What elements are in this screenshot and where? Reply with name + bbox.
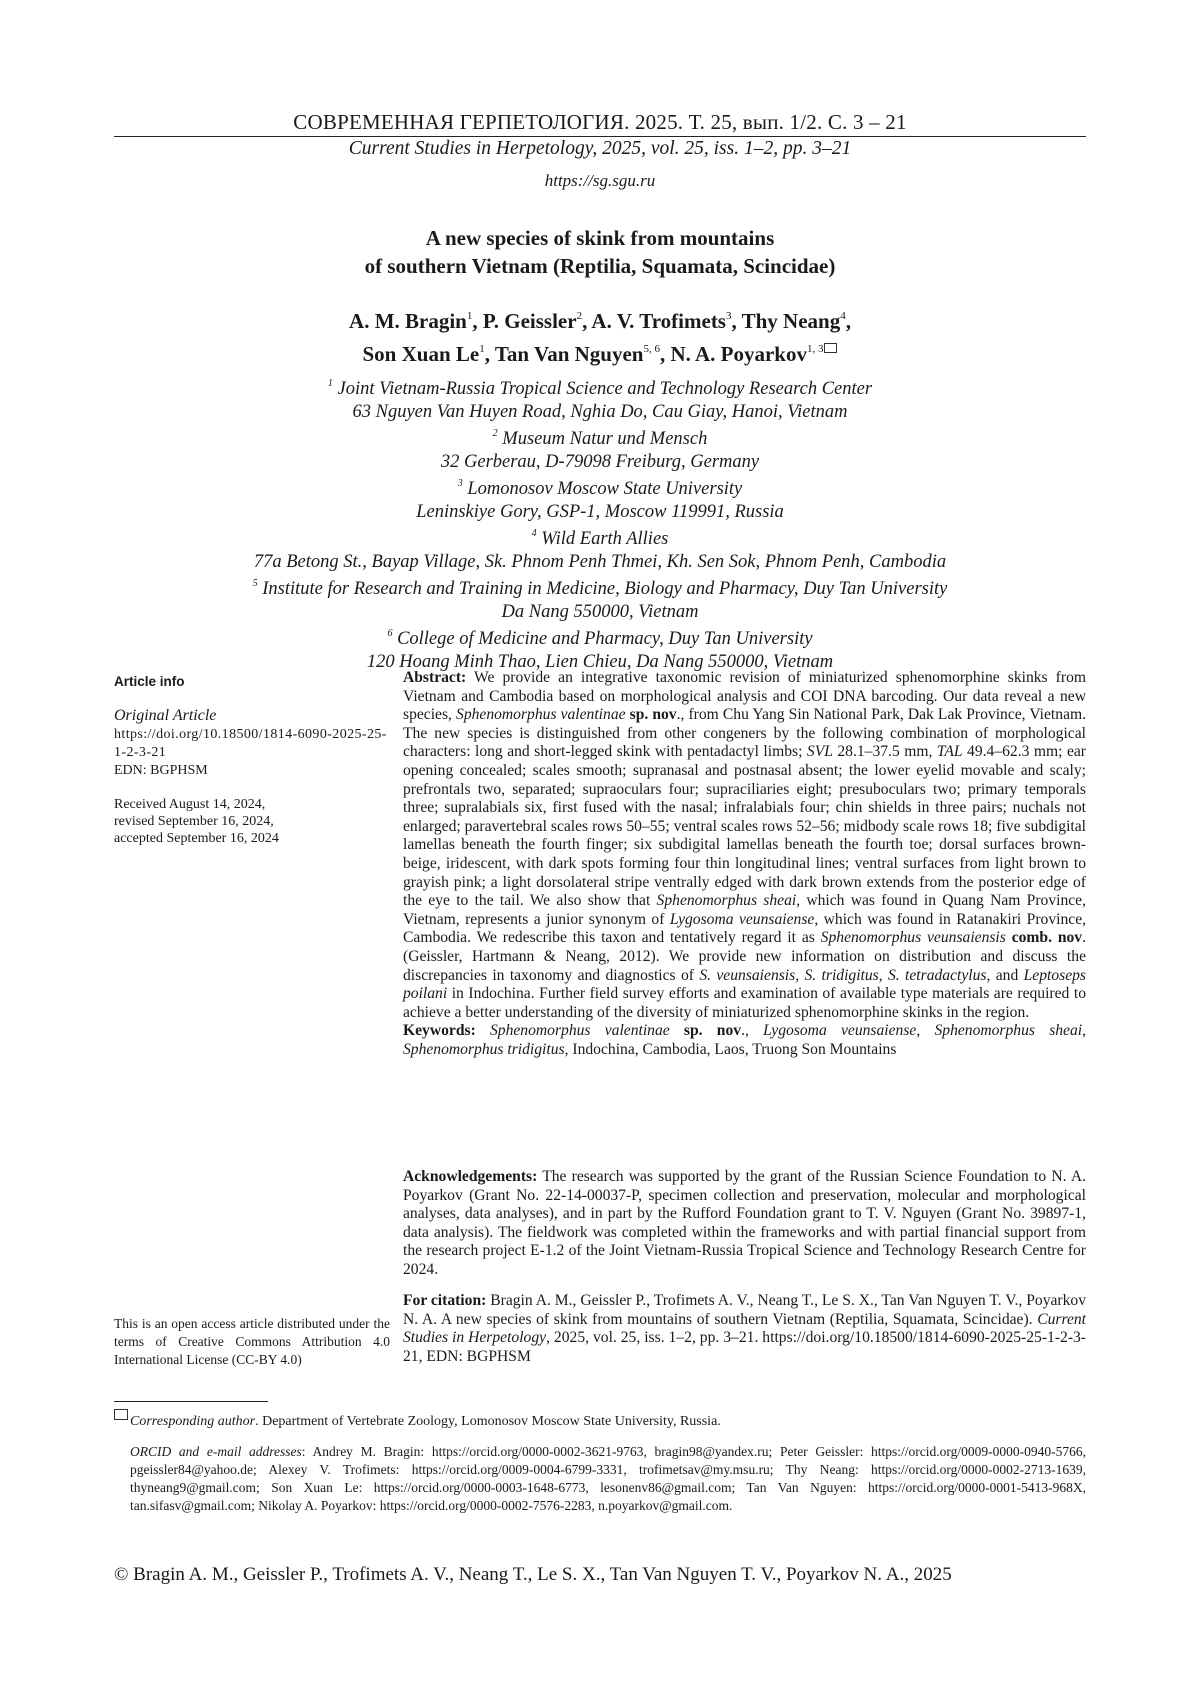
abstract-text: We provide an integrative taxonomic revision of miniaturized sphenomorphine skinks from Vietnam and Cambodia based on morphological analysis and COI DNA barcoding. Our data reveal a new species, [403,669,1086,724]
revised-date: revised September 16, 2024, [114,814,274,829]
comb-nov: comb. nov [1005,929,1083,947]
acknowledgements-text: The research was supported by the grant of the Russian Science Foundation to N. A. Poyarkov (Grant No. 22-14-00037-P, specimen collection and preservation, molecular and morphological analyses, data analyses), and in part by the Rufford Foundation grant to T. V. Nguyen (Grant No. 39897-1, data analysis). The fieldwork was completed within the frameworks and with partial financial support from the research project E-1.2 of the Joint Vietnam-Russia Tropical Science and Technology Research Centre for 2024. [403,1168,1086,1278]
affiliation-line [0,501,1200,524]
affil-text: 32 Gerberau, D-79098 Freiburg, Germany [440,451,760,472]
corresponding-text: . Department of Vertebrate Zoology, Lomonosov Moscow State University, Russia. [255,1414,721,1429]
abstract-text: 49.4–62.3 mm; ear opening concealed; scales smooth; supranasal and postnasal absent; the lower eyelid movable and scaly; prefrontals two, separated; supraoculars four; supraciliaries eight; presuboculars two; primary temporals three; supralabials six, first fused with the nasal; infralabials four; chin shields in three pairs; nuchals not enlarged; paravertebral scales rows 50–55; ventral scales rows 52–56; midbody scale rows 18; five subdigital lamellas beneath the fourth finger; six subdigital lamellas beneath the fourth toe; dorsal surfaces brown-beige, iridescent, with dark spots forming four thin longitudinal lines; ventral surfaces from light brown to grayish pink; a light dorsolateral stripe ventrally edged with dark brown extends from the posterior edge of the eye to the tail. We also show that [403,743,1087,910]
abbrev-svl: SVL [806,743,833,761]
author-name: A. V. Trofimets [591,309,726,333]
authors-line-2 [0,335,1200,368]
affiliation-line [0,573,1200,601]
keyword: Sphenomorphus valentinae [490,1022,670,1040]
journal-header-ru: СОВРЕМЕННАЯ ГЕРПЕТОЛОГИЯ. 2025. Т. 25, вып. 1/2. С. 3 – 21 [293,110,907,134]
keyword: Sphenomorphus sheai [934,1022,1083,1040]
abstract-text: 28.1–37.5 mm, [832,743,937,761]
species-name: Lygosoma veunsaiense [669,910,815,928]
sp-nov: sp. nov [625,706,677,724]
article-doi-link[interactable]: https://doi.org/10.18500/1814-6090-2025-25-1-2-3-21 [114,727,387,760]
species-name: S. tridigitus [804,966,879,984]
affil-text: Museum Natur und Mensch [502,429,708,449]
author-affil: 3 [725,310,732,322]
author-affil: 1, 3 [806,343,824,355]
affil-number: 3 [457,478,463,489]
affiliation-line [0,473,1200,501]
keyword-rest: , Indochina, Cambodia, Laos, Truong Son Mountains [564,1040,897,1058]
header-rule [114,136,1086,137]
author-name: N. A. Poyarkov [670,342,807,366]
abstract-text: , and [986,966,1024,984]
author-affil: 5, 6 [643,343,660,355]
envelope-icon [114,1409,128,1420]
affiliation-line [0,373,1200,401]
abstract-text: , which was found in Ratanakiri Province, Cambodia. We redescribe this taxon and tentatively regard it as [403,910,1087,947]
keyword-sep: ., [741,1022,764,1040]
citation-text: Bragin A. M., Geissler P., Trofimets A. V., Neang T., Le S. X., Tan Van Nguyen T. V., Poyarkov N. A. A new species of skink from mountains of southern Vietnam (Reptilia, Squamata, Scincidae). [403,1292,1086,1328]
article-type: Original Article [114,707,217,724]
journal-issue: , 2025, vol. 25, iss. 1–2, pp. 3–21 [592,138,852,159]
affiliations [0,373,1200,673]
author-sep: , [582,309,592,333]
author-affil: 4 [840,310,846,322]
affil-text: Institute for Research and Training in Medicine, Biology and Pharmacy, Duy Tan University [262,579,948,599]
affiliation-line [0,551,1200,574]
author-name: Tan Van Nguyen [494,342,644,366]
species-name: S. veunsaiensis [699,966,796,984]
author-sep: , [484,342,495,366]
affil-text: 63 Nguyen Van Huyen Road, Nghia Do, Cau Giay, Hanoi, Vietnam [352,401,848,422]
envelope-icon [824,343,837,353]
citation-text: , 2025, vol. 25, iss. 1–2, pp. 3–21. https://doi.org/10.18500/1814-6090-2025-25-1-2-3-21, EDN: BGPHSM [403,1329,1087,1365]
orcid-label: ORCID and e-mail addresses [130,1444,302,1459]
abstract-text: , [878,966,888,984]
keywords-label: Keywords: [403,1022,476,1040]
abstract-text: , [795,966,805,984]
keyword: Lygosoma veunsaiense [763,1022,917,1040]
keyword-sep: , [1082,1022,1087,1040]
affil-text: College of Medicine and Pharmacy, Duy Tan University [397,629,813,649]
citation-label: For citation: [403,1292,487,1309]
abstract-text: , which was found in Quang Nam Province, Vietnam, represents a junior synonym of [403,892,1086,928]
article-dates [114,796,390,847]
article-info-heading: Article info [114,674,185,689]
author-affil: 1 [466,310,473,322]
abstract [403,669,1086,1059]
author-sep: , [472,309,483,333]
author-name: P. Geissler [482,309,577,333]
species-name: Leptoseps poilani [403,966,1086,1003]
affiliation-line [0,401,1200,424]
affiliation-line [0,623,1200,651]
author-name: Thy Neang [741,309,841,333]
abstract-text: ., from Chu Yang Sin National Park, Dak Lak Province, Vietnam. The new species is distinguished from other congeners by the following combination of morphological characters: long and short-legged skink with pentadactyl limbs; [403,706,1087,761]
affil-number: 2 [492,428,498,439]
author-affil: 1 [479,343,485,355]
affil-text: Lomonosov Moscow State University [467,479,743,499]
abstract-text: in Indochina. Further field survey efforts and examination of available type materials are required to achieve a better understanding of the diversity of miniaturized sphenomorphine skinks in the region. [403,985,1086,1021]
affiliation-line [0,423,1200,451]
corresponding-label: Corresponding author [130,1414,256,1429]
affil-text: Wild Earth Allies [541,529,669,549]
species-name: Sphenomorphus veunsaiensis [820,929,1006,947]
species-name: Sphenomorphus valentinae [456,706,626,724]
affil-text: Joint Vietnam-Russia Tropical Science and Technology Research Center [337,379,873,399]
corresponding-author [114,1409,1086,1430]
orcid-emails [130,1443,1086,1515]
abbrev-tal: TAL [936,743,963,761]
author-name: Son Xuan Le [362,342,480,366]
title-line-1: A new species of skink from mountains [425,226,775,250]
author-sep: , [659,342,671,366]
author-name: A. M. Bragin [349,309,467,333]
acknowledgements-label: Acknowledgements: [403,1168,538,1185]
open-access-notice: This is an open access article distributed under the terms of Creative Commons Attribution 4.0 International License (CC-BY 4.0) [114,1316,390,1367]
citation [403,1292,1086,1366]
affil-number: 5 [252,578,258,589]
affil-text: 120 Hoang Minh Thao, Lien Chieu, Da Nang 550000, Vietnam [366,651,834,672]
citation-journal: Current Studies in Herpetology [403,1310,1086,1347]
affiliation-line [0,451,1200,474]
title-line-2: of southern Vietnam (Reptilia, Squamata, Scincidae) [364,254,836,278]
affil-text: 77a Betong St., Bayap Village, Sk. Phnom Penh Thmei, Kh. Sen Sok, Phnom Penh, Cambodia [253,551,947,572]
species-name: Sphenomorphus sheai [656,892,797,910]
affil-number: 6 [387,628,393,639]
copyright-line: © Bragin A. M., Geissler P., Trofimets A. V., Neang T., Le S. X., Tan Van Nguyen T. V., Poyarkov N. A., 2025 [114,1564,952,1585]
author-affil: 2 [576,310,583,322]
received-date: Received August 14, 2024, [114,797,266,812]
affiliation-line [0,601,1200,624]
affil-text: Leninskiye Gory, GSP-1, Moscow 119991, Russia [416,501,784,522]
journal-header-en [0,138,1200,160]
author-sep: , [731,309,742,333]
keyword: Sphenomorphus tridigitus [403,1040,565,1058]
journal-name: Current Studies in Herpetology [348,138,593,159]
species-name: S. tetradactylus [888,966,987,984]
article-title [0,224,1200,280]
acknowledgements [403,1168,1086,1280]
affil-number: 4 [531,528,537,539]
abstract-label: Abstract: [403,669,467,686]
abstract-text: . (Geissler, Hartmann & Neang, 2012). We provide new information on distribution and discuss the discrepancies in taxonomy and diagnostics of [403,929,1086,984]
orcid-text: : Andrey M. Bragin: https://orcid.org/0000-0002-3621-9763, bragin98@yandex.ru; Peter Geissler: https://orcid.org/0009-0000-0940-5766, pgeissler84@yahoo.de; Alexey V. Trofimets: https://orcid.org/0009-0004-6799-3331, trofimetsav@my.msu.ru; Thy Neang: https://orcid.org/0000-0002-2713-1639, thyneang9@gmail.com; Son Xuan Le: https://orcid.org/0000-0003-1648-6773, lesonenv86@gmail.com; Tan Van Nguyen: https://orcid.org/0000-0001-5413-968X, tan.sifasv@gmail.com; Nikolay A. Poyarkov: https://orcid.org/0000-0002-7576-2283, n.poyarkov@gmail.com. [130,1444,1086,1513]
authors-line-1 [0,302,1200,335]
author-sep: , [845,309,851,333]
affil-text: Da Nang 550000, Vietnam [501,601,699,622]
journal-url[interactable]: https://sg.sgu.ru [544,171,656,190]
affiliation-line [0,523,1200,551]
article-edn: EDN: BGPHSM [114,763,208,778]
footnote-rule [114,1401,268,1402]
accepted-date: accepted September 16, 2024 [114,831,279,846]
keyword-sp-nov: sp. nov [669,1022,742,1040]
author-list [0,302,1200,368]
keyword-sep: , [916,1022,935,1040]
affil-number: 1 [327,378,333,389]
